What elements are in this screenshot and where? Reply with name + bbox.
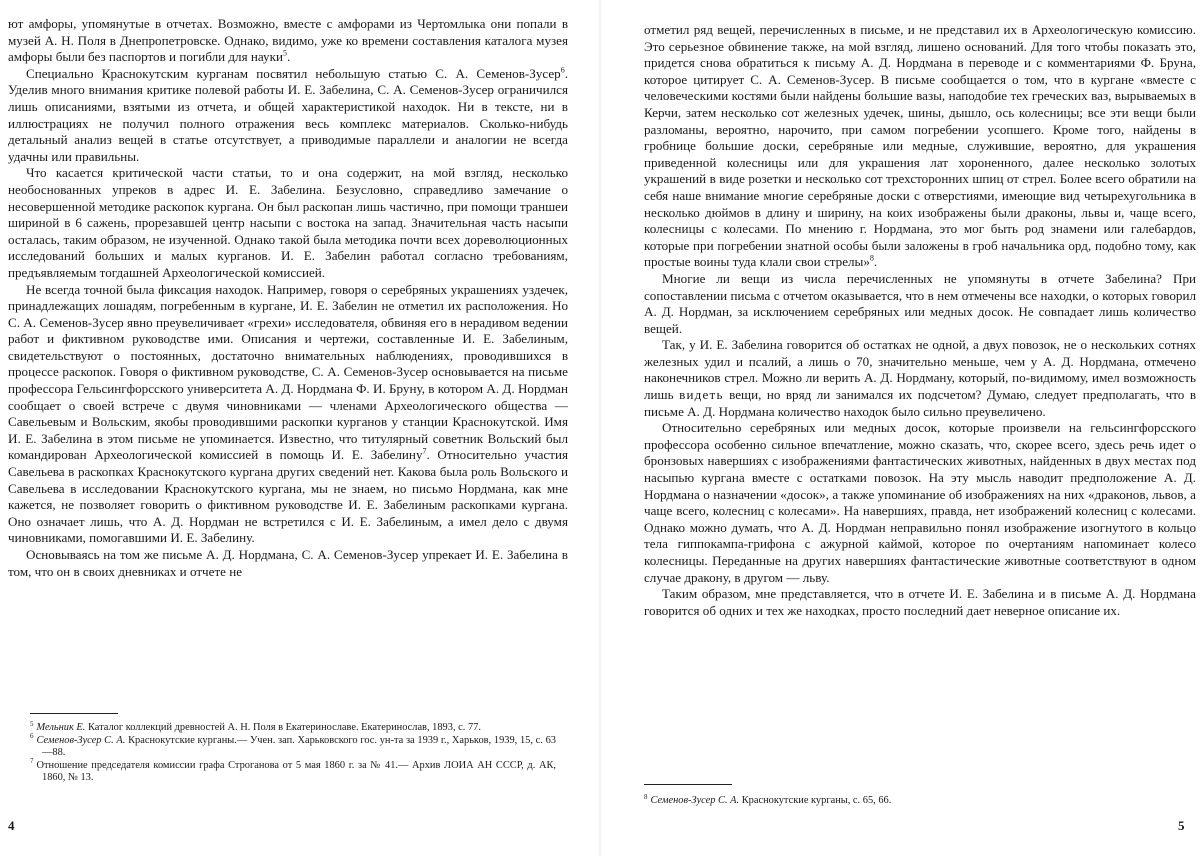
paragraph-text: отметил ряд вещей, перечисленных в письме, и не представил их в Археологическую комиссию. Это серьезное обвинение также, на мой взгляд, лишено оснований. Для того чтобы показать это, придется снова обратиться к письму А. Д. Нордмана в переводе и с комментариями Ф. Бруна, которое цитирует С. А. Семенов-Зусер. В письме сообщается о том, что в кургане «вместе с человеческими костями были найдены большие вазы, наподобие тех греческих ваз, вырываемых в Керчи, затем несколько сот железных удечек, шины, дышло, ось колесницы; все эти вещи были разломаны, вероятно, нарочито, при самом погребении усопшего. Кроме того, найдены в гробнице большие доски, серебряные или медные, служившие, вероятно, для украшения приведенной колесницы или для украшения лат хороненного, далее несколько золотых украшений в виде розетки и несколько сот трехсторонних шпиц от стрел. Более всего обратили на себя наше внимание многие серебряные доски с отверстиями, имеющие вид четырехугольника в несколько дюймов в длину и ширину, на коих изображены были драконы, львы и, чаще всего, колесницы с колесами. По мнению г. Нордмана, это мог быть род знамени или галебардов, которые при погребении знатной особы были заложены в гроб начальника орд, подобно тому, как простые воины туда клали свои стрелы»	[644, 22, 1196, 270]
footnote-number: 5	[30, 719, 34, 728]
footnote-number: 7	[30, 757, 34, 766]
paragraph-text: вещи, но вряд ли занимался их подсчетом? Думаю, следует предполагать, что в письме А. Д. Нордмана количество находок было сильно преувеличено.	[644, 387, 1197, 419]
footnote-text: Каталог коллекций древностей А. Н. Поля в Екатеринославе. Екатеринослав, 1893, с. 77.	[87, 722, 481, 733]
footnote-author: Мельник Е.	[36, 722, 86, 733]
footnote	[30, 719, 556, 735]
footnote-author: Семенов-Зусер С. А.	[36, 734, 126, 746]
footnote-ref: 5	[282, 48, 287, 58]
footnote	[30, 732, 557, 760]
left-footnotes	[30, 719, 557, 785]
paragraph	[8, 66, 568, 166]
paragraph-text: Так, у И. Е. Забелина говорится об остатках не одной, а двух повозок, не о нескольких сотнях железных удил и псалий, а лишь о 70, значительно меньше, чем у А. Д. Нордмана, отмечено наконечников стрел. Можно ли верить А. Д. Нордману, который, по-видимому, имел возможность лишь	[644, 337, 1196, 403]
paragraph: ют амфоры, упомянутые в отчетах. Возможно, вместе с амфорами из Чертомлыка они попали в музей А. Н. Поля в Днепропетровске. Однако, видимо, уже ко времени составления каталога музея амфоры были без паспортов и погибли для науки$^5$.	[8, 16, 568, 65]
paragraph: Основываясь на том же письме А. Д. Нордмана, С. А. Семенов-Зусер упрекает И. Е. Забелина в том, что он в своих дневниках и отчете не	[8, 547, 568, 579]
right-footnotes	[644, 792, 1144, 808]
right-page	[600, 0, 1200, 856]
paragraph-text: . Относительно участия Савельева в раскопках Краснокутского кургана других сведений нет. Какова была роль Вольского и Савельева в исследовании Краснокутского кургана, мы не знаем, но письмо Нордмана, как мне кажется, не позволяет говорить о фиктивном руководстве И. Е. Забелиным раскопками кургана. Оно означает лишь, что А. Д. Нордман не встретился с И. Е. Забелиным, а имел дело с двумя чиновниками, помогавшими И. Е. Забелину.	[8, 447, 568, 546]
paragraph-text: ют амфоры, упомянутые в отчетах. Возможно, вместе с амфорами из Чертомлыка они попали в музей А. Н. Поля в Днепропетровске. Однако, видимо, уже ко времени составления каталога музея амфоры были без паспортов и погибли для науки	[8, 16, 568, 65]
page-number: 5	[1178, 818, 1185, 833]
footnote-author: Семенов-Зусер С. А.	[650, 795, 740, 806]
right-page-body	[644, 22, 1196, 619]
left-page-body	[8, 16, 568, 580]
paragraph-text: Специально Краснокутским курганам посвятил небольшую статью С. А. Семенов-Зусер	[26, 65, 561, 81]
paragraph: Относительно серебряных или медных досок, которые произвели на гельсингфорсского профессора особенно сильное впечатление, можно сказать, что, скорее всего, здесь речь идет о бронзовых навершиях с изображениями фантастических животных, найденных в двух местах под насыпью кургана вместе с остатками повозок. На эту мысль наводит предположение А. Д. Нордмана о назначении «досок», а также упоминание об изображениях на них «драконов, львов, а чаще всего, колесниц с колесами». На навершиях, правда, нет изображений колесниц с колесами. Однако можно думать, что А. Д. Нордман неправильно понял изображение изогнутого в кольцо тела гиппокампа-грифона с ажурной каймой, которое по очертаниям напоминает колесо колесницы. Переданные на других навершиях фантастические животные соответствуют в одном случае дракону, в другом — льву.	[644, 420, 1196, 585]
page-number: 4	[8, 818, 15, 833]
footnote-text: Краснокутские курганы, с. 65, 66.	[741, 795, 892, 806]
paragraph-text: . Уделив много внимания критике полевой работы И. Е. Забелина, С. А. Семенов-Зусер ограничился лишь описаниями, взятыми из отчета, и общей характеристикой находок. Ни в тексте, ни в иллюстрациях не получил полного отражения весь комплекс материалов. Сколько-нибудь детальный анализ вещей в статье отсутствует, а приводимые параллели и аналогии не всегда удачны или правильны.	[8, 65, 568, 164]
footnote	[644, 792, 1144, 808]
footnote-ref: 8	[869, 253, 874, 263]
footnote-divider	[30, 713, 118, 714]
footnote-text: Отношение председателя комиссии графа Строганова от 5 мая 1860 г. за № 41.— Архив ЛОИА АН СССР, д. АК, 1860, № 13.	[36, 759, 556, 784]
paragraph	[644, 337, 1196, 420]
paragraph: Таким образом, мне представляется, что в отчете И. Е. Забелина и в письме А. Д. Нордмана говорится об одних и тех же находках, просто последний дает неверное описание их.	[644, 586, 1196, 618]
footnote	[30, 757, 556, 785]
footnote-ref: 6	[560, 65, 565, 75]
paragraph-text: Не всегда точной была фиксация находок. Например, говоря о серебряных украшениях уздечек, принадлежащих лошадям, погребенным в кургане, И. Е. Забелин не отметил их расположения. Но С. А. Семенов-Зусер явно преувеличивает «грехи» исследователя, обвиняя его в нерадивом ведении работ и фиктивном руководстве ими. Описания и чертежи, составленные И. Е. Забелиным, свидетельствуют о постоянных, достаточно внимательных наблюдениях, проводившихся в процессе раскопок. Говоря о фиктивном руководстве, С. А. Семенов-Зусер основывается на письме профессора Гельсингфорсского университета А. Д. Нордмана Ф. И. Бруну, в котором А. Д. Нордман сообщает о своей встрече с двумя чиновниками — членами Археологического общества — Савельевым и Вольским, якобы проводившими раскопки курганов у станции Краснокутской. Имя И. Е. Забелина в этом письме не упоминается. Известно, что титулярный советник Вольский был командирован Археологической комиссией в помощь И. Е. Забелину	[8, 281, 568, 463]
footnote-number: 8	[644, 792, 648, 801]
paragraph: отметил ряд вещей, перечисленных в письме, и не представил их в Археологическую комиссию. Это серьезное обвинение также, на мой взгляд, лишено оснований. Для того чтобы показать это, придется снова обратиться к письму А. Д. Нордмана в переводе и с комментариями Ф. Бруна, которое цитирует С. А. Семенов-Зусер. В письме сообщается о том, что в кургане «вместе с человеческими костями были найдены большие вазы, наподобие тех греческих ваз, вырываемых в Керчи, затем несколько сот железных удечек, шины, дышло, ось колесницы; все эти вещи были разломаны, вероятно, нарочито, при самом погребении усопшего. Кроме того, найдены в гробнице большие доски, серебряные или медные, служившие, вероятно, для украшения приведенной колесницы или для украшения лат хороненного, далее несколько золотых украшений в виде розетки и несколько сот трехсторонних шпиц от стрел. Более всего обратили на себя наше внимание многие серебряные доски с отверстиями, имеющие вид четырехугольника в несколько дюймов в длину и ширину, на коих изображены были драконы, львы и, чаще всего, колесницы с колесами. По мнению г. Нордмана, это мог быть род знамени или галебардов, которые при погребении знатной особы были заложены в гроб начальника орд, подобно тому, как простые воины туда клали свои стрелы»$^8$.	[644, 22, 1196, 270]
emphasized-word: видеть	[679, 387, 724, 403]
paragraph: Многие ли вещи из числа перечисленных не упомянуты в отчете Забелина? При сопоставлении письма с отчетом оказывается, что в нем отмечены все находки, о которых говорил А. Д. Нордман, за исключением серебряных или медных досок. Не совпадает лишь количество вещей.	[644, 270, 1196, 336]
footnote-text: Краснокутские курганы.— Учен. зап. Харьковского гос. ун-та за 1939 г., Харьков, 1939, 15, с. 63—88.	[42, 734, 557, 759]
footnote-ref: 7	[422, 447, 427, 457]
footnote-divider	[644, 784, 732, 785]
footnote-number: 6	[30, 732, 34, 741]
paragraph: Что касается критической части статьи, то и она содержит, на мой взгляд, несколько необоснованных упреков в адрес И. Е. Забелина. Безусловно, справедливо замечание о несовершенной методике раскопок кургана. Он был раскопан лишь частично, при помощи траншеи шириной в 6 сажень, прорезавшей центр насыпи с востока на запад. Значительная часть насыпи осталась, таким образом, не изученной. Однако такой была методика почти всех дореволюционных исследований больших и малых курганов. И. Е. Забелин работал согласно требованиям, предъявляемым тогдашней Археологической комиссией.	[8, 165, 568, 280]
paragraph	[8, 282, 568, 548]
